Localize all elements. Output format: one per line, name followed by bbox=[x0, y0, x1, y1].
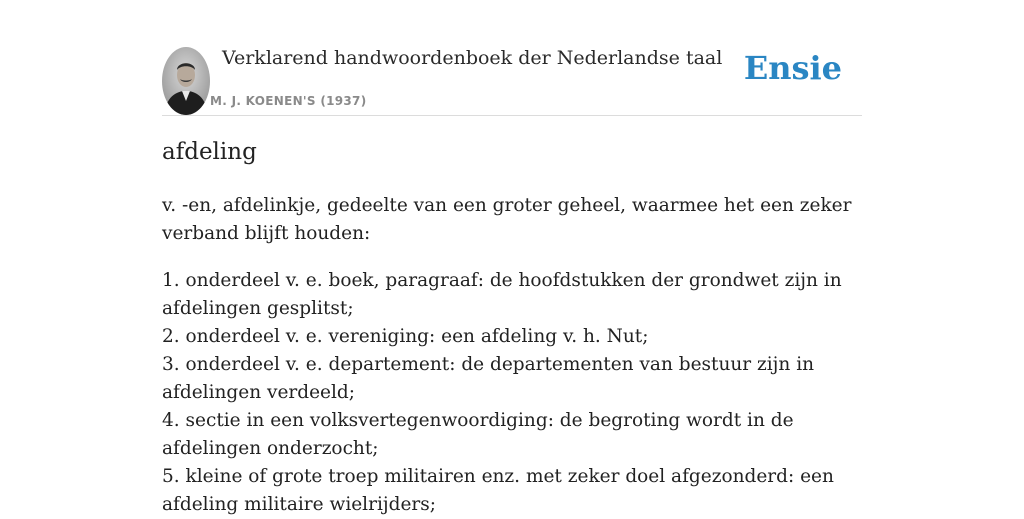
ensie-logo[interactable]: Ensie bbox=[743, 49, 842, 87]
entry-headword: afdeling bbox=[162, 139, 257, 165]
sense-item: 1. onderdeel v. e. boek, paragraaf: de hoofdstukken der grondwet zijn in afdelingen gesplitst; bbox=[162, 270, 842, 319]
entry-body bbox=[162, 192, 867, 519]
entry-intro: v. -en, afdelinkje, gedeelte van een groter geheel, waarmee het een zeker verband blijft houden: bbox=[162, 195, 852, 244]
sense-item: 3. onderdeel v. e. departement: de departementen van bestuur zijn in afdelingen verdeeld; bbox=[162, 354, 815, 403]
author-portrait bbox=[162, 47, 210, 115]
book-title[interactable]: Verklarend handwoordenboek der Nederlandse taal bbox=[222, 47, 723, 69]
author-label: M. J. KOENEN'S (1937) bbox=[210, 94, 367, 108]
sense-item: 4. sectie in een volksvertegenwoordiging: de begroting wordt in de afdelingen onderzocht; bbox=[162, 410, 794, 459]
site-header bbox=[162, 44, 862, 116]
sense-item: 2. onderdeel v. e. vereniging: een afdeling v. h. Nut; bbox=[162, 326, 649, 347]
sense-item: 5. kleine of grote troep militairen enz. met zeker doel afgezonderd: een afdeling militaire wielrijders; bbox=[162, 466, 834, 515]
sense-list bbox=[162, 267, 867, 519]
